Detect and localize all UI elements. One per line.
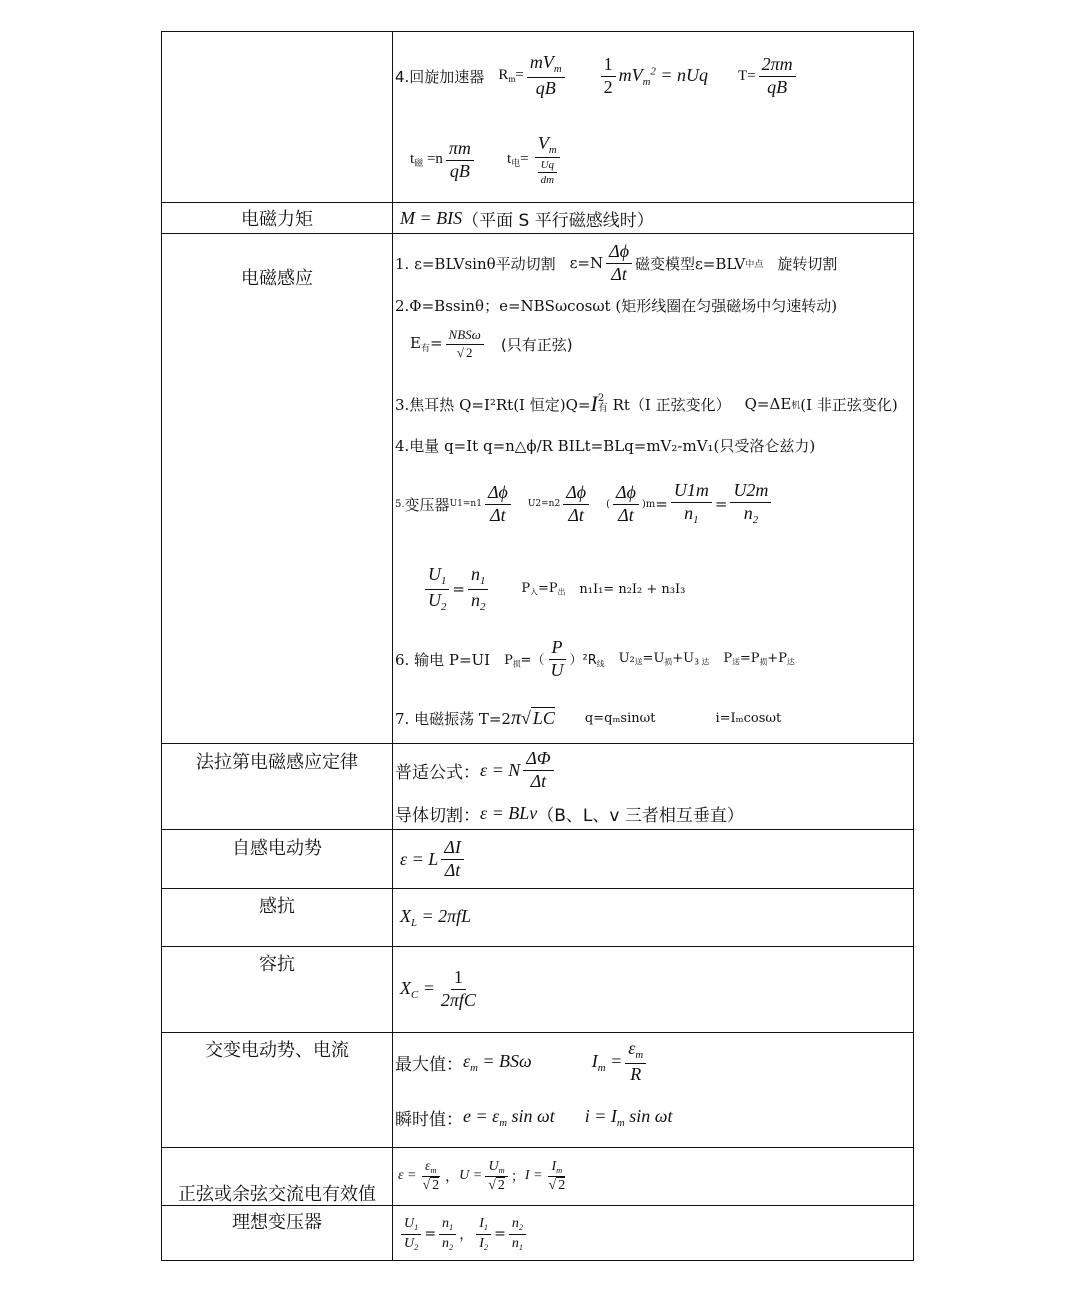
row-divider [162,1147,913,1148]
induction-line-1: 1. ε=BLVsinθ平动切割 ε=N $\frac{\Delta\phi}{\Delta t}$ 磁变模型ε=BLV 中点 旋转切割 [395,240,838,284]
induction-line-3: $E_有=$ $\frac{\text{NBSω}}{√ 2}$ (只有正弦) [410,327,573,360]
label-capacitive-reactance: 容抗 [259,954,295,975]
induction-line-4: 3.焦耳热 Q=I²Rt(I 恒定)Q= I 2 有 Rt（I 正弦变化） Q=ΔE 机 (I 非正弦变化) [395,391,898,416]
induction-line-9: 7. 电磁振荡 T=2 π √ LC q=qₘsinωt i=Iₘcosωt [395,706,782,729]
label-self-induction: 自感电动势 [232,838,322,859]
cyclotron-line-1: 4.回旋加速器 $R_m=$ $\frac{mV_m}{qB}$ $\frac{1}{2}$ $mV_m^2$ = nUq T= $\frac{2\pi m}{qB}$ [395,46,799,106]
radius-symbol: R [498,67,509,84]
label-induction: 电磁感应 [241,268,313,289]
kinetic-energy: $mV_m^2$ = nUq [618,64,708,88]
magnetic-time-fraction: $\frac{\pi m}{qB}$ [446,139,474,182]
torque-formula: M = BIS （平面 S 平行磁感线时） [400,207,654,231]
cyclotron-line-2: $t_磁 =n$ $\frac{\pi m}{qB}$ $t_电=$ $\frac{V_m}{\frac{Uq}{dm}}$ [410,128,566,192]
period-fraction: $\frac{2\pi m}{qB}$ [759,55,796,98]
half-fraction: $\frac{1}{2}$ [601,55,616,98]
induction-line-5: 4.电量 q=It q=n△ϕ/R BILt=BLq=mV₂-mV₁(只受洛仑兹力) [395,436,816,455]
transformer-formulas: $\frac{U_1}{U_2}$ = $\frac{n_1}{n_2}$ ， $\frac{I_1}{I_2}$ = $\frac{n_2}{n_1}$ [398,1209,529,1259]
row-divider [162,1032,913,1033]
induction-line-6: 5. 变压器 U1=n1 $\frac{\Delta\phi}{\Delta t}$ U2=n2 $\frac{\Delta\phi}{\Delta t}$ ( $\frac{\Delta\phi}{\Delta t}$ ) m = $\frac{U1m}{n_1}$ = $\frac{U2m}{n_2}$ [395,476,774,532]
row-divider [162,233,913,234]
ac-instant-values: 瞬时值： $e = \varepsilon_m$ sin ωt $i = I_m$ sin ωt [395,1105,673,1130]
row-divider [162,888,913,889]
column-divider [392,32,393,1260]
formula-table [161,31,914,1261]
label-transformer: 理想变压器 [232,1212,322,1233]
period-symbol: T [738,67,748,84]
row-divider [162,946,913,947]
label-rms: 正弦或余弦交流电有效值 [178,1184,376,1205]
row-divider [162,829,913,830]
electric-time-fraction: $\frac{V_m}{\frac{Uq}{dm}}$ [532,134,563,187]
faraday-general: 普适公式： ε = N $\frac{\Delta\Phi}{\Delta t}$ [395,744,557,796]
faraday-cutting: 导体切割： ε = BLv （B、L、v 三者相互垂直） [395,802,744,826]
self-induction-formula: ε = L $\frac{\Delta I}{\Delta t}$ [400,832,467,886]
ac-max-values: 最大值： $\varepsilon_m = BS\omega$ $I_m$ = $\frac{\varepsilon_m}{R}$ [395,1036,649,1088]
rms-formulas: ε = $\frac{\varepsilon_m}{√ 2}$ ， U = $\frac{U_m}{√ 2}$ ； I = $\frac{I_m}{√ 2}$ [398,1158,566,1193]
label-faraday: 法拉第电磁感应定律 [196,752,358,773]
induction-line-7: $\frac{U_1}{U_2}$ = $\frac{n_1}{n_2}$ $P_入=P_出$ n₁I₁= n₂I₂ + n₃I₃ [422,558,685,620]
induction-line-8: 6. 输电 P=UI $P_损=$（ $\frac{P}{U}$ ）$^2R_线$ $U_2_送=U_损+U_{3 达}$ $P_送=P_损+P_达$ [395,636,795,680]
capacitive-reactance-formula: $X_C$ = $\frac{1}{\text{2πfC}}$ [400,966,476,1010]
radius-fraction: $\frac{mV_m}{qB}$ [527,53,565,98]
label-ac: 交变电动势、电流 [205,1040,349,1061]
induction-line-2: 2.Φ=Bssinθ；e=NBSωcosωt (矩形线圈在匀强磁场中匀速转动) [395,296,838,315]
cyclotron-prefix: 4.回旋加速器 [395,67,485,86]
label-torque: 电磁力矩 [241,209,313,230]
inductive-reactance-formula: $X_L = 2\pi fL$ [400,905,472,929]
row-divider [162,202,913,203]
label-inductive-reactance: 感抗 [259,896,295,917]
